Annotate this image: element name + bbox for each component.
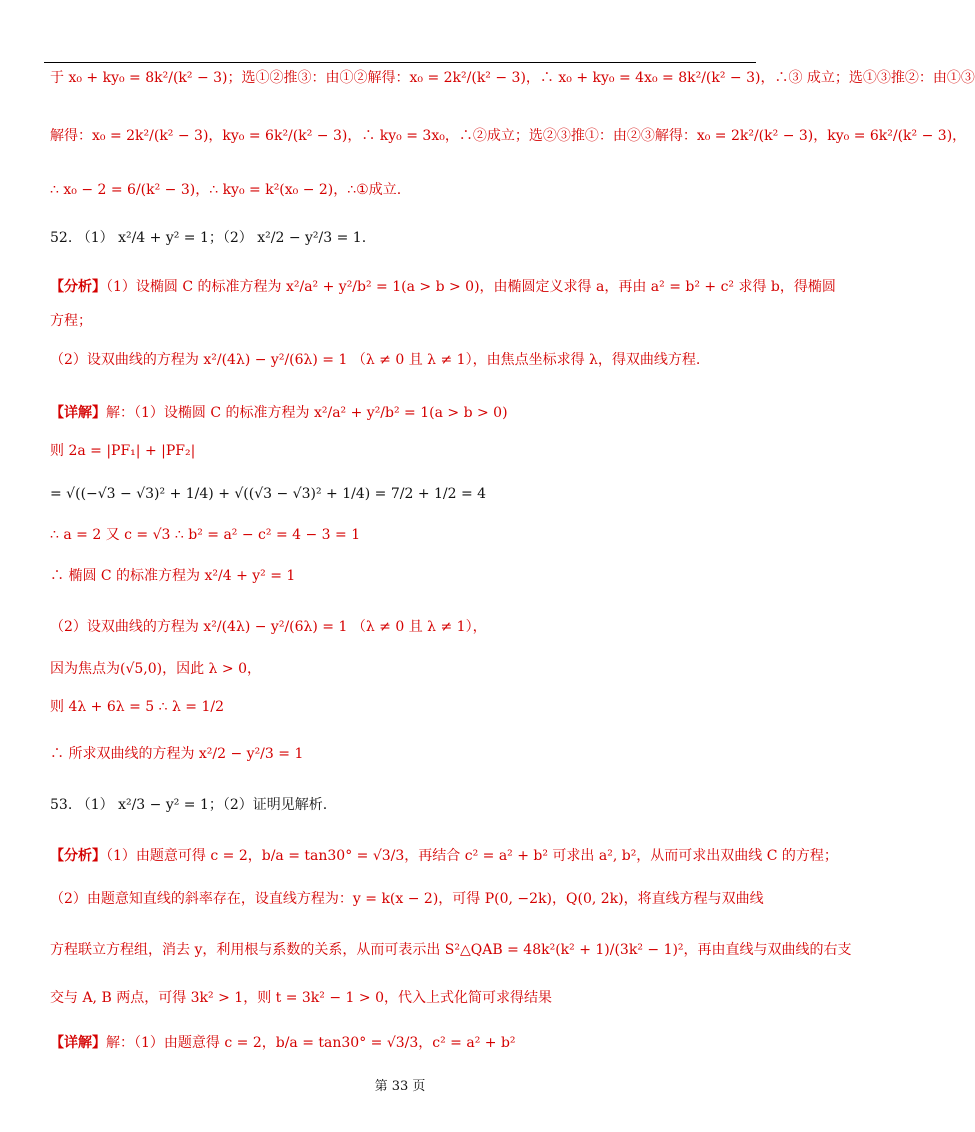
text-line-l22	[50, 1033, 760, 1053]
line-text: 解得：x₀ = 2k²/(k² − 3)，ky₀ = 6k²/(k² − 3)，∴ ky₀ = 3x₀，∴②成立；选②③推①：由②③解得：x₀ = 2k²/(k² − 3)，ky₀ = 6k²/(k² − 3)，	[50, 128, 967, 144]
line-text: 解：（1）设椭圆 C 的标准方程为 x²/a² + y²/b² = 1(a > b > 0)	[106, 405, 508, 421]
line-text: 因为焦点为(√5,0)，因此 λ > 0，	[50, 661, 261, 677]
text-line-l19	[50, 889, 764, 909]
text-line-l11	[50, 525, 760, 545]
line-text: ∴ a = 2 又 c = √3 ∴ b² = a² − c² = 4 − 3 = 1	[50, 527, 361, 543]
text-line-l18	[50, 846, 838, 866]
text-line-l4	[50, 228, 760, 248]
text-line-l14	[50, 659, 760, 679]
line-text: ∴ 所求双曲线的方程为 x²/2 − y²/3 = 1	[50, 746, 304, 762]
line-text: （2）由题意知直线的斜率存在，设直线方程为：y = k(x − 2)，可得 P(0, −2k)，Q(0, 2k)，将直线方程与双曲线	[50, 891, 764, 907]
text-line-l13	[50, 617, 760, 637]
line-text: 53. （1） x²/3 − y² = 1；（2）证明见解析.	[50, 797, 328, 813]
section-tag: 【详解】	[50, 1035, 106, 1051]
line-text: 于 x₀ + ky₀ = 8k²/(k² − 3)；选①②推③：由①②解得：x₀ = 2k²/(k² − 3)，∴ x₀ + ky₀ = 4x₀ = 8k²/(k² − 3)，∴③ 成立；选①③推②：由①③	[50, 70, 975, 86]
header-rule	[44, 62, 756, 63]
text-line-l8	[50, 403, 760, 423]
line-text: （1）由题意可得 c = 2，b/a = tan30° = √3/3，再结合 c² = a² + b² 可求出 a², b²，从而可求出双曲线 C 的方程；	[106, 848, 838, 864]
line-text: 52. （1） x²/4 + y² = 1；（2） x²/2 − y²/3 = 1.	[50, 230, 367, 246]
text-line-l12	[50, 566, 760, 586]
text-line-l7	[50, 350, 760, 370]
text-line-l16	[50, 744, 760, 764]
text-line-l21	[50, 988, 760, 1008]
text-line-l5	[50, 277, 836, 297]
text-line-l3	[50, 180, 760, 200]
line-text: ∴ 椭圆 C 的标准方程为 x²/4 + y² = 1	[50, 568, 296, 584]
line-text: 方程联立方程组，消去 y，利用根与系数的关系，从而可表示出 S²△QAB = 48k²(k² + 1)/(3k² − 1)²，再由直线与双曲线的右支	[50, 942, 852, 958]
line-text: （2）设双曲线的方程为 x²/(4λ) − y²/(6λ) = 1 （λ ≠ 0 且 λ ≠ 1），由焦点坐标求得 λ，得双曲线方程.	[50, 352, 701, 368]
text-line-l2	[50, 126, 967, 146]
line-text: ∴ x₀ − 2 = 6/(k² − 3)，∴ ky₀ = k²(x₀ − 2)，∴①成立.	[50, 182, 402, 198]
line-text: = √((−√3 − √3)² + 1/4) + √((√3 − √3)² + 1/4) = 7/2 + 1/2 = 4	[50, 486, 487, 502]
text-line-l6	[50, 311, 760, 331]
page-number: 第 33 页	[374, 1079, 426, 1094]
line-text: 解：（1）由题意得 c = 2，b/a = tan30° = √3/3，c² = a² + b²	[106, 1035, 516, 1051]
section-tag: 【分析】	[50, 848, 106, 864]
text-line-l20	[50, 940, 852, 960]
line-text: 方程；	[50, 313, 92, 329]
section-tag: 【详解】	[50, 405, 106, 421]
text-line-l17	[50, 795, 760, 815]
section-tag: 【分析】	[50, 279, 106, 295]
line-text: 则 4λ + 6λ = 5 ∴ λ = 1/2	[50, 699, 225, 715]
text-line-l10	[50, 484, 760, 504]
text-line-l1	[50, 68, 975, 88]
text-line-l15	[50, 697, 760, 717]
line-text: （2）设双曲线的方程为 x²/(4λ) − y²/(6λ) = 1 （λ ≠ 0 且 λ ≠ 1），	[50, 619, 487, 635]
line-text: 则 2a = |PF₁| + |PF₂|	[50, 443, 196, 459]
text-line-l9	[50, 441, 760, 461]
line-text: 交与 A, B 两点，可得 3k² > 1，则 t = 3k² − 1 > 0，代入上式化简可求得结果	[50, 990, 552, 1006]
line-text: （1）设椭圆 C 的标准方程为 x²/a² + y²/b² = 1(a > b > 0)，由椭圆定义求得 a，再由 a² = b² + c² 求得 b，得椭圆	[106, 279, 836, 295]
